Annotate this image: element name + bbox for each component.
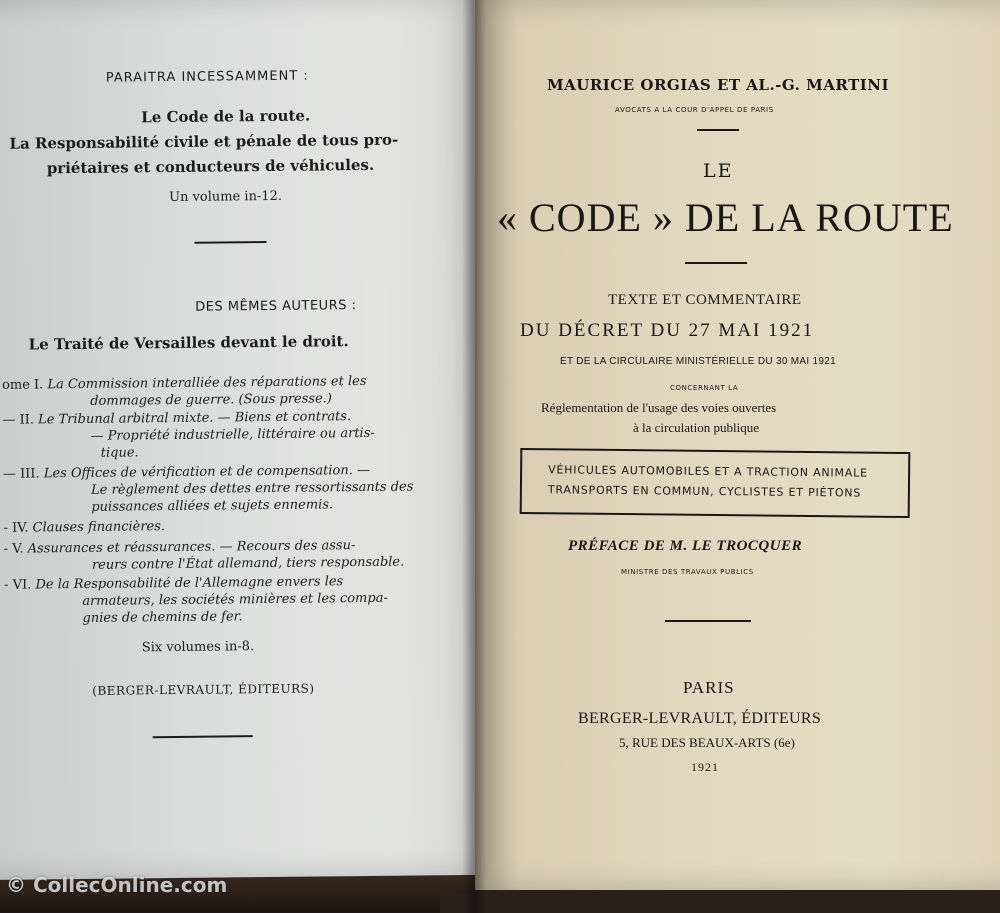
volume-number: — II. (2, 412, 35, 428)
announcement-heading: PARAITRA INCESSAMMENT : (105, 68, 309, 86)
imprint-address: 5, RUE DES BEAUX-ARTS (6e) (619, 735, 795, 750)
volume-item (2, 409, 351, 428)
imprint-city: PARIS (683, 678, 735, 697)
volume-number: ome I. (1, 377, 44, 393)
title-article: LE (703, 160, 734, 182)
subtitle: TEXTE ET COMMENTAIRE (608, 292, 802, 308)
volume-line1: De la Responsabilité de l'Allemagne envers les (35, 574, 344, 593)
title-page (475, 0, 1000, 890)
book-cover-edge (440, 890, 1000, 913)
left-page (0, 0, 489, 880)
volume-item (4, 538, 356, 557)
treatise-title: Le Traité de Versailles devant le droit. (28, 332, 349, 354)
book-title: « CODE » DE LA ROUTE (497, 195, 954, 240)
circular-line: ET DE LA CIRCULAIRE MINISTÉRIELLE DU 30 MAI 1921 (560, 356, 836, 367)
volume-item (3, 519, 165, 536)
divider-rule (685, 262, 747, 264)
watermark-text: © CollecOnline.com (6, 873, 228, 897)
preface-line: PRÉFACE DE M. LE TROCQUER (568, 538, 803, 554)
divider-rule (665, 620, 751, 622)
divider-rule (153, 735, 253, 738)
concerning-line: CONCERNANT LA (670, 384, 739, 392)
divider-rule (195, 241, 267, 244)
volume-item (2, 374, 367, 393)
volume-item-cont: puissances alliées et sujets ennemis. (91, 497, 334, 515)
volume-number: — III. (2, 466, 40, 482)
authors: MAURICE ORGIAS ET AL.-G. MARTINI (547, 76, 889, 94)
volume-number: - V. (3, 541, 24, 557)
decree-line: DU DÉCRET DU 27 MAI 1921 (520, 320, 815, 341)
divider-rule (697, 129, 739, 131)
volume-line1: Clauses financières. (32, 519, 166, 536)
forthcoming-subtitle-line2: priétaires et conducteurs de véhicules. (46, 155, 375, 178)
volume-item-cont: Le règlement des dettes entre ressortissants des (91, 479, 414, 498)
volume-line1: La Commission interalliée des réparations et les (47, 373, 367, 393)
volume-count: Six volumes in-8. (141, 639, 255, 656)
same-authors-heading: DES MÊMES AUTEURS : (195, 298, 357, 315)
volume-number: - VI. (4, 577, 32, 593)
scope-line2: TRANSPORTS EN COMMUN, CYCLISTES ET PIÉTONS (547, 483, 862, 500)
authors-role: AVOCATS A LA COUR D'APPEL DE PARIS (615, 106, 774, 114)
volume-item-cont: gnies de chemins de fer. (82, 609, 243, 626)
imprint-year: 1921 (691, 760, 719, 774)
volume-line1: Assurances et réassurances. — Recours des assu- (27, 538, 356, 557)
volume-item (3, 463, 370, 482)
forthcoming-title: Le Code de la route. (141, 106, 311, 127)
volume-item-cont: reurs contre l'État allemand, tiers responsable. (91, 554, 405, 573)
imprint-publisher: BERGER-LEVRAULT, ÉDITEURS (578, 710, 822, 727)
scope-line1: VÉHICULES AUTOMOBILES ET A TRACTION ANIMALE (548, 463, 868, 480)
scope-box (520, 448, 911, 518)
book-gutter-shadow (462, 0, 486, 913)
volume-line1: Les Offices de vérification et de compensation. — (43, 462, 371, 482)
volume-line1: Le Tribunal arbitral mixte. — Biens et contrats. (38, 409, 352, 428)
volume-item-cont: tique. (100, 445, 139, 461)
volume-item-cont: dommages de guerre. (Sous presse.) (90, 391, 333, 409)
regulation-line1: Réglementation de l'usage des voies ouvertes (541, 400, 777, 415)
publisher-note: (BERGER-LEVRAULT, ÉDITEURS) (92, 681, 315, 698)
volume-number: - IV. (3, 520, 29, 536)
minister-title: MINISTRE DES TRAVAUX PUBLICS (621, 568, 754, 576)
volume-item-cont: armateurs, les sociétés minières et les compa- (82, 590, 388, 609)
volume-item-cont: — Propriété industrielle, littéraire ou artis- (90, 425, 375, 444)
volume-item (4, 574, 343, 593)
regulation-line2: à la circulation publique (633, 420, 759, 435)
forthcoming-subtitle-line1: La Responsabilité civile et pénale de tous pro- (9, 130, 399, 153)
forthcoming-volume: Un volume in-12. (169, 188, 283, 206)
